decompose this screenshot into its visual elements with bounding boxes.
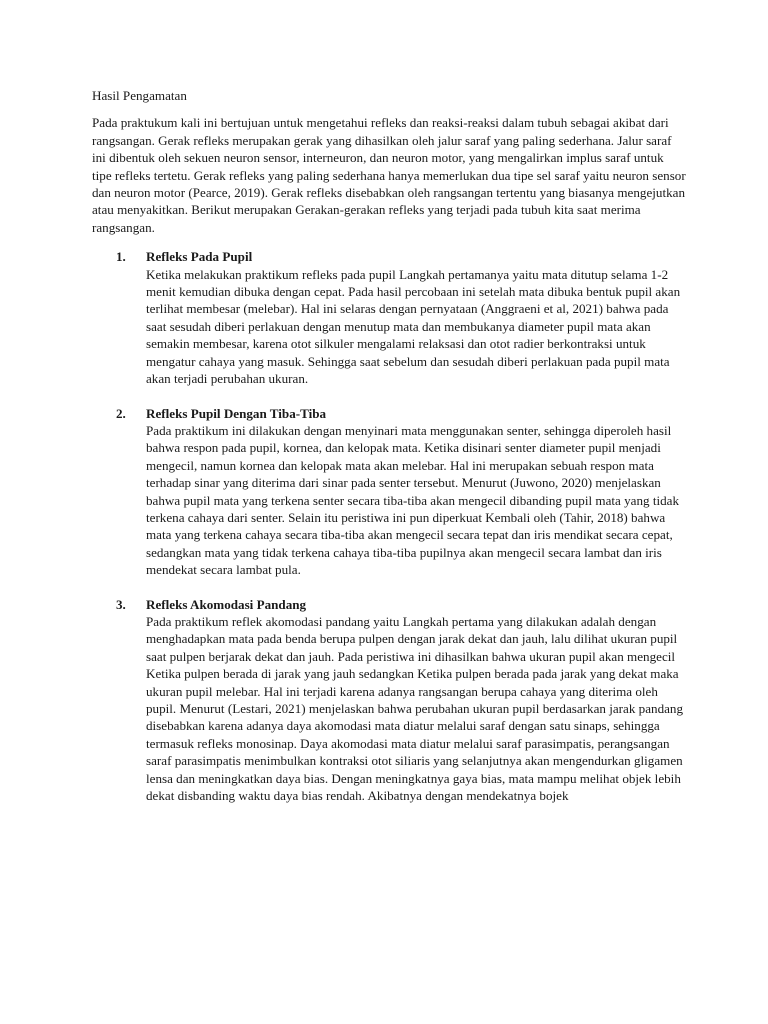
document-page: [92, 87, 686, 821]
section-title: Refleks Akomodasi Pandang: [146, 596, 307, 612]
section-title: Refleks Pada Pupil: [146, 249, 253, 265]
section-list: [92, 248, 686, 804]
section-number: 3.: [116, 596, 126, 612]
document-heading: Hasil Pengamatan: [92, 88, 187, 103]
section-body: Ketika melakukan praktikum refleks pada pupil Langkah pertamanya yaitu mata ditutup selama 1-2 menit kemudian dibuka dengan cepat. Pada hasil percobaan ini setelah mata dibuka bentuk pupil akan terlihat membesar (melebar). Hal ini selaras dengan pernyataan (Anggraeni et al, 2021) bahwa pada saat sesudah diberi perlakuan dengan menutup mata dan membukanya diameter pupil mata akan semakin membesar, karena otot silkuler mengalami relaksasi dan otot radier berkontraksi untuk mengatur cahaya yang masuk. Sehingga saat sebelum dan sesudah diberi perlakuan pada pupil mata akan terjadi perubahan ukuran.: [146, 266, 681, 387]
section-item: [92, 248, 686, 387]
section-item: [92, 596, 686, 805]
section-body: Pada praktikum ini dilakukan dengan menyinari mata menggunakan senter, sehingga diperoleh hasil bahwa respon pada pupil, kornea, dan kelopak mata. Ketika disinari senter diameter pupil menjadi mengecil, namun kornea dan kelopak mata akan melebar. Hal ini merupakan sebuah respon mata terhadap sinar yang diterima dari sinar pada senter tersebut. Menurut (Juwono, 2020) menjelaskan bahwa pupil mata yang terkena senter secara tiba-tiba akan mengecil dibanding pupil mata yang tidak terkena cahaya dari senter. Selain itu peristiwa ini pun diperkuat Kembali oleh (Tahir, 2018) bahwa mata yang terkena cahaya secara tiba-tiba akan mengecil secara tepat dan iris mendikat secara cepat, sedangkan mata yang tidak terkena cahaya tiba-tiba pupilnya akan mengecil secara lambat dan iris mendekat secara lambat pula.: [146, 422, 680, 578]
section-number: 2.: [116, 405, 126, 421]
section-number: 1.: [116, 249, 126, 265]
section-title: Refleks Pupil Dengan Tiba-Tiba: [146, 405, 327, 421]
section-item: [92, 405, 686, 579]
intro-paragraph: Pada praktukum kali ini bertujuan untuk mengetahui refleks dan reaksi-reaksi dalam tubuh sebagai akibat dari rangsangan. Gerak refleks merupakan gerak yang dihasilkan oleh jalur saraf yang paling sederhana. Jalur saraf ini dibentuk oleh sekuen neuron sensor, interneuron, dan neuron motor, yang mengalirkan implus saraf untuk tipe refleks tertetu. Gerak refleks yang paling sederhana hanya memerlukan dua tipe sel saraf yaitu neuron sensor dan neuron motor (Pearce, 2019). Gerak refleks disebabkan oleh rangsangan tertentu yang biasanya mengejutkan atau menyakitkan. Berikut merupakan Gerakan-gerakan refleks yang terjadi pada tubuh kita saat merima rangsangan.: [92, 115, 686, 235]
section-body: Pada praktikum reflek akomodasi pandang yaitu Langkah pertama yang dilakukan adalah dengan menghadapkan mata pada benda berupa pulpen dengan jarak dekat dan jauh, lalu dilihat ukuran pupil saat pulpen berjarak dekat dan jauh. Pada peristiwa ini dihasilkan bahwa ukuran pupil akan mengecil Ketika pulpen berada di jarak yang jauh sedangkan Ketika pulpen berada pada jarak yang dekat maka ukuran pupil melebar. Hal ini terjadi karena adanya rangsangan berupa cahaya yang diterima oleh pupil. Menurut (Lestari, 2021) menjelaskan bahwa perubahan ukuran pupil berdasarkan jarak pandang disebabkan karena adanya daya akomodasi mata diatur melalui saraf dengan satu sinaps, sehingga termasuk refleks monosinap. Daya akomodasi mata diatur melalui saraf parasimpatis, perangsangan saraf parasimpatis menimbulkan kontraksi otot siliaris yang selanjutnya akan mengendurkan gligamen lensa dan meningkatkan daya bias. Dengan meningkatnya gaya bias, mata mampu melihat objek lebih dekat disbanding waktu daya bias rendah. Akibatnya dengan mendekatnya bojek: [146, 613, 684, 804]
